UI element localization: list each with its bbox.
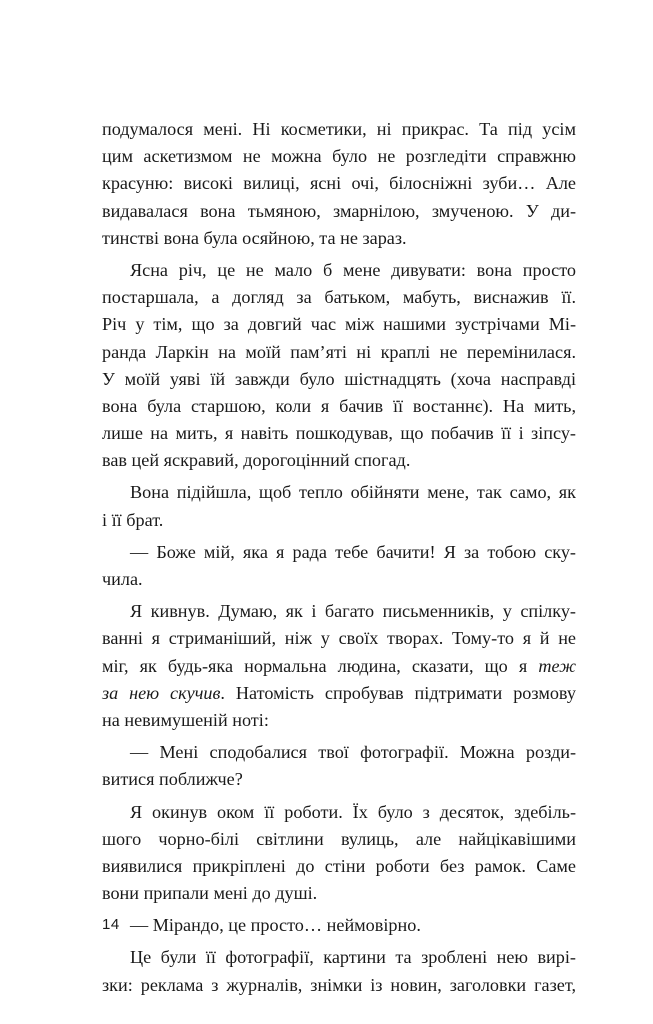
text-line: Я кивнув. Думаю, як і багато письменників, у спілку- <box>130 601 576 622</box>
text-line: лише на мить, я навіть пошкодував, що побачив її і зіпсу- <box>102 423 576 444</box>
text-line: подумалося мені. Ні косметики, ні прикрас. Та під усім <box>102 119 576 139</box>
text-line <box>102 653 576 680</box>
text-line: і її брат. <box>102 509 164 530</box>
page-body-text <box>102 116 576 999</box>
text-line: вони припали мені до душі. <box>102 883 318 904</box>
italic-phrase: за нею скучив <box>102 682 221 703</box>
text-line: ранда Ларкін на моїй пам’яті ні краплі не перемінилася. <box>102 341 576 362</box>
text-line: ванні я стриманіший, ніж у своїх творах. Тому-то я й не <box>102 628 576 649</box>
text-line: вона була старшою, коли я бачив її востаннє). На мить, <box>102 395 576 416</box>
text-line: постаршала, а догляд за батьком, мабуть, виснажив її. <box>102 287 576 308</box>
dialogue-line: витися поближче? <box>102 769 243 790</box>
text-line: Вона підійшла, щоб тепло обійняти мене, так само, як <box>130 482 576 503</box>
dialogue-line: — Мені сподобалися твої фотографії. Можна розди- <box>130 742 576 763</box>
text-line: видавалася вона тьмяною, змарнілою, змученою. У ди- <box>102 200 576 221</box>
text-line: Це були її фотографії, картини та зроблені нею вирі- <box>130 947 576 968</box>
text-line: зки: реклама з журналів, знімки із новин, заголовки газет, <box>102 974 576 995</box>
dialogue-line: чила. <box>102 569 143 589</box>
text-fragment: міг, як будь-яка нормальна людина, сказати, що я <box>102 655 539 676</box>
text-line: на невимушеній ноті: <box>102 709 269 730</box>
text-line: виявилися прикріплені до стіни роботи без рамок. Саме <box>102 855 576 876</box>
text-line <box>102 680 576 707</box>
page-number: 14 <box>102 916 120 933</box>
text-line: шого чорно-білі світлини вулиць, але найцікавішими <box>102 828 576 849</box>
text-line: тинстві вона була осяйною, та не зараз. <box>102 227 407 248</box>
text-line: цим аскетизмом не можна було не розгледіти справжню <box>102 146 576 167</box>
text-line: красуню: високі вилиці, ясні очі, білосніжні зуби… Але <box>102 173 576 194</box>
text-line: Я окинув оком її роботи. Їх було з десяток, здебіль- <box>130 801 576 822</box>
dialogue-line: — Боже мій, яка я рада тебе бачити! Я за тобою ску- <box>130 541 576 562</box>
text-line: Ясна річ, це не мало б мене дивувати: вона просто <box>130 259 576 280</box>
text-line: вав цей яскравий, дорогоцінний спогад. <box>102 450 411 471</box>
dialogue-line: — Мірандо, це просто… неймовірно. <box>130 915 421 936</box>
text-line: Річ у тім, що за довгий час між нашими зустрічами Мі- <box>102 314 576 335</box>
text-line: У моїй уяві їй завжди було шістнадцять (хоча насправді <box>102 368 576 389</box>
text-fragment: . Натомість спробував підтримати розмову <box>220 682 576 703</box>
italic-phrase: теж <box>538 655 576 676</box>
